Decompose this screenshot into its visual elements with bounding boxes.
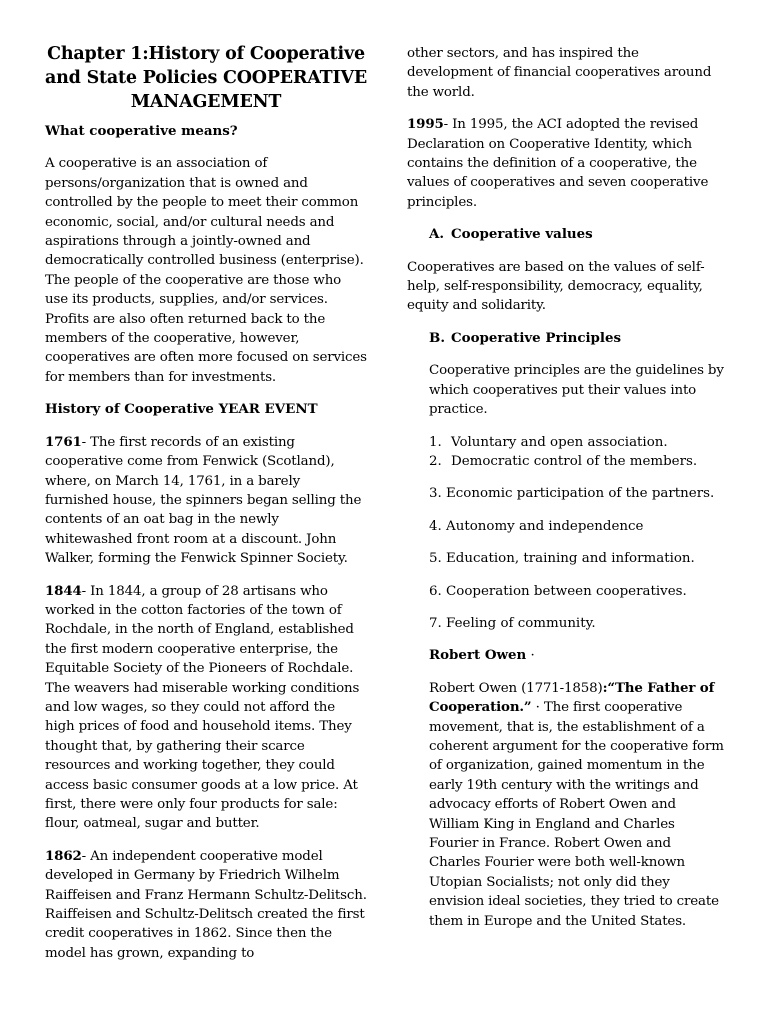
event-1761: - The first records of an existing cooperative come from Fenwick (Scotland), where, on March 14, 1761, in a barely furnished house, the spinners began selling the contents of an oat bag in the newly whitewashed front room at a discount. John Walker, forming the Fenwick Spinner Society.: [45, 434, 362, 567]
heading-b-label: Cooperative Principles: [451, 329, 622, 346]
heading-robert-owen: [429, 646, 725, 665]
owen-text: The first cooperative movement, that is, the establishment of a coherent argument for the cooperative form of organization, gained momentum in the early 19th century with the writings and advocacy efforts of Robert Owen and William King in England and Charles Fourier in France. Robert Owen and Charles Fourier were both well-known Utopian Socialists; not only did they envision ideal societies, they tried to create them in Europe and the United States.: [429, 700, 724, 929]
list-item-number: 2.: [429, 453, 442, 469]
heading-a-label: Cooperative values: [451, 226, 593, 243]
owen-name: Robert Owen (1771-1858): [429, 680, 603, 696]
paragraph-values: Cooperatives are based on the values of self-help, self-responsibility, democracy, equality, equity and solidarity.: [407, 259, 705, 314]
paragraph-1995: [407, 115, 725, 212]
heading-what-cooperative-means: What cooperative means?: [45, 123, 238, 139]
list-item: [429, 433, 725, 452]
paragraph-definition: A cooperative is an association of persons/organization that is owned and controlled by the people to meet their common economic, social, and/or cultural needs and aspirations through a jointly-owned and democratically controlled business (enterprise). The people of the cooperative are those who use its products, supplies, and/or services. Profits are also often returned back to the members of the cooperative, however, cooperatives are often more focused on services for members than for investments.: [45, 156, 367, 385]
list-item: [429, 452, 725, 471]
owen-title: :“The Father of Cooperation.”: [429, 679, 715, 716]
event-1862: - An independent cooperative model developed in Germany by Friedrich Wilhelm Raiffeisen and Franz Hermann Schultz-Delitsch. Raiffeisen and Schultz-Delitsch created the first credit cooperatives in 1862. Since then the model has grown, expanding to: [45, 848, 367, 961]
paragraph-continuation: other sectors, and has inspired the development of financial cooperatives around the world.: [407, 46, 712, 100]
principles-list: [429, 433, 725, 472]
page-title: Chapter 1:History of Cooperative and State Policies COOPERATIVE MANAGEMENT: [45, 44, 368, 112]
robert-owen-label: Robert Owen: [429, 647, 527, 664]
event-1995: - In 1995, the ACI adopted the revised Declaration on Cooperative Identity, which contains the definition of a cooperative, the values of cooperatives and seven cooperative principles.: [407, 117, 709, 210]
year-1761: 1761: [45, 433, 82, 450]
paragraph-1862: [45, 847, 367, 963]
year-1995: 1995: [407, 116, 444, 133]
heading-cooperative-values: [429, 225, 725, 244]
heading-a-marker: A.: [429, 226, 445, 243]
list-item-text: Democratic control of the members.: [451, 453, 698, 469]
principle-5: 5. Education, training and information.: [429, 551, 695, 567]
owen-separator: ·: [531, 700, 544, 716]
bullet-dot: ·: [526, 648, 535, 664]
heading-b-marker: B.: [429, 329, 445, 346]
year-1844: 1844: [45, 582, 82, 599]
principle-4: 4. Autonomy and independence: [429, 518, 644, 534]
paragraph-1844: [45, 582, 367, 834]
principle-6: 6. Cooperation between cooperatives.: [429, 583, 687, 599]
right-column: [407, 44, 725, 944]
event-1844: - In 1844, a group of 28 artisans who worked in the cotton factories of the town of Rochdale, in the north of England, established the first modern cooperative enterprise, the Equitable Society of the Pioneers of Rochdale. The weavers had miserable working conditions and low wages, so they could not afford the high prices of food and household items. They thought that, by gathering their scarce resources and working together, they could access basic consumer goods at a low price. At first, there were only four products for sale: flour, oatmeal, sugar and butter.: [45, 583, 360, 832]
year-1862: 1862: [45, 847, 82, 864]
list-item-number: 1.: [429, 434, 442, 450]
paragraph-principles: Cooperative principles are the guidelines by which cooperatives put their values into practice.: [429, 363, 724, 418]
list-item-text: Voluntary and open association.: [451, 434, 668, 450]
paragraph-1761: [45, 433, 367, 569]
principle-7: 7. Feeling of community.: [429, 615, 596, 631]
heading-cooperative-principles: [429, 329, 725, 348]
left-column: [45, 42, 367, 976]
principle-3: 3. Economic participation of the partners.: [429, 486, 715, 502]
paragraph-robert-owen: [429, 679, 725, 931]
heading-history: History of Cooperative YEAR EVENT: [45, 401, 318, 418]
